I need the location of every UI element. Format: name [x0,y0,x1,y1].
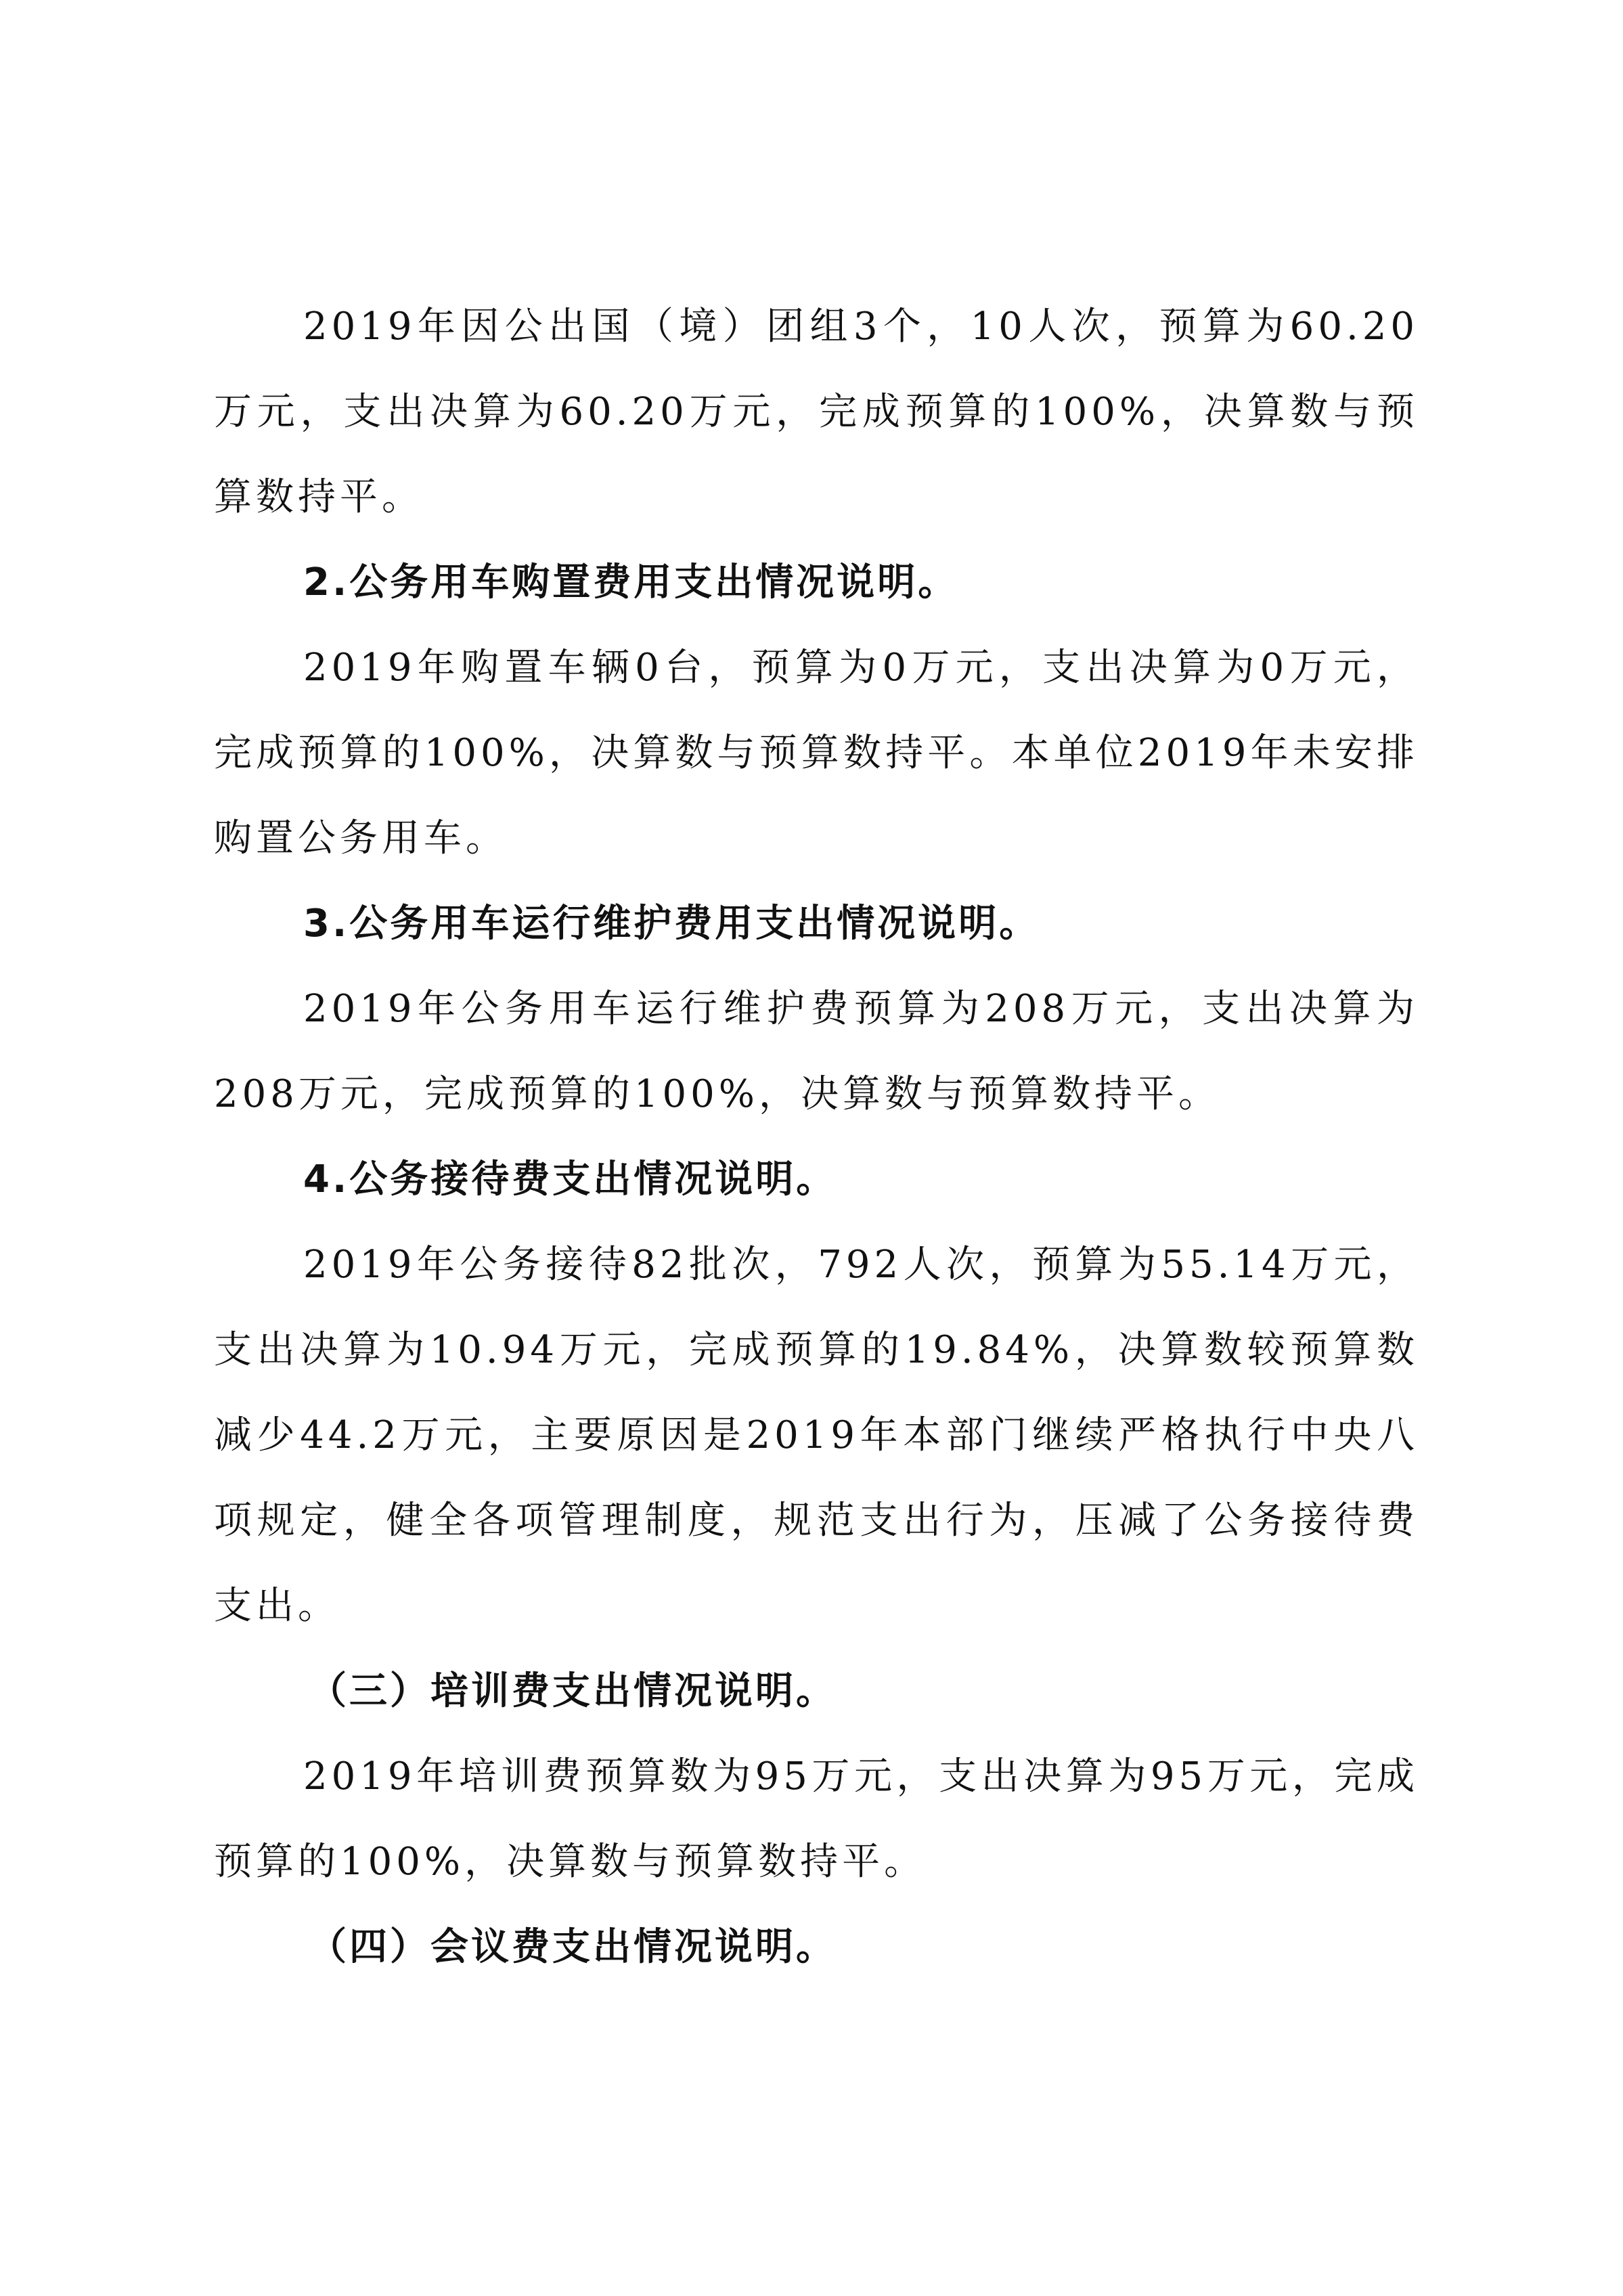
paragraph-vehicle-maintenance: 2019年公务用车运行维护费预算为208万元，支出决算为208万元，完成预算的100%，决算数与预算数持平。 [214,987,1419,1116]
heading-meeting: （四）会议费支出情况说明。 [309,1925,837,1969]
heading-reception: 4.公务接待费支出情况说明。 [303,1157,837,1201]
paragraph-overseas-travel: 2019年因公出国（境）团组3个，10人次，预算为60.20万元，支出决算为60.20万元，完成预算的100%，决算数与预算数持平。 [214,305,1419,519]
heading-vehicle-maintenance: 3.公务用车运行维护费用支出情况说明。 [303,902,1040,946]
document-page [214,284,1419,1990]
paragraph-vehicle-purchase: 2019年购置车辆0台，预算为0万元，支出决算为0万元，完成预算的100%，决算数与预算数持平。本单位2019年未安排购置公务用车。 [214,646,1419,860]
heading-training: （三）培训费支出情况说明。 [309,1669,837,1713]
paragraph-reception: 2019年公务接待82批次，792人次，预算为55.14万元，支出决算为10.94万元，完成预算的19.84%，决算数较预算数减少44.2万元，主要原因是2019年本部门继续严格执行中央八项规定，健全各项管理制度，规范支出行为，压减了公务接待费支出。 [214,1243,1419,1628]
heading-vehicle-purchase: 2.公务用车购置费用支出情况说明。 [303,560,959,604]
paragraph-training: 2019年培训费预算数为95万元，支出决算为95万元，完成预算的100%，决算数与预算数持平。 [214,1754,1419,1884]
